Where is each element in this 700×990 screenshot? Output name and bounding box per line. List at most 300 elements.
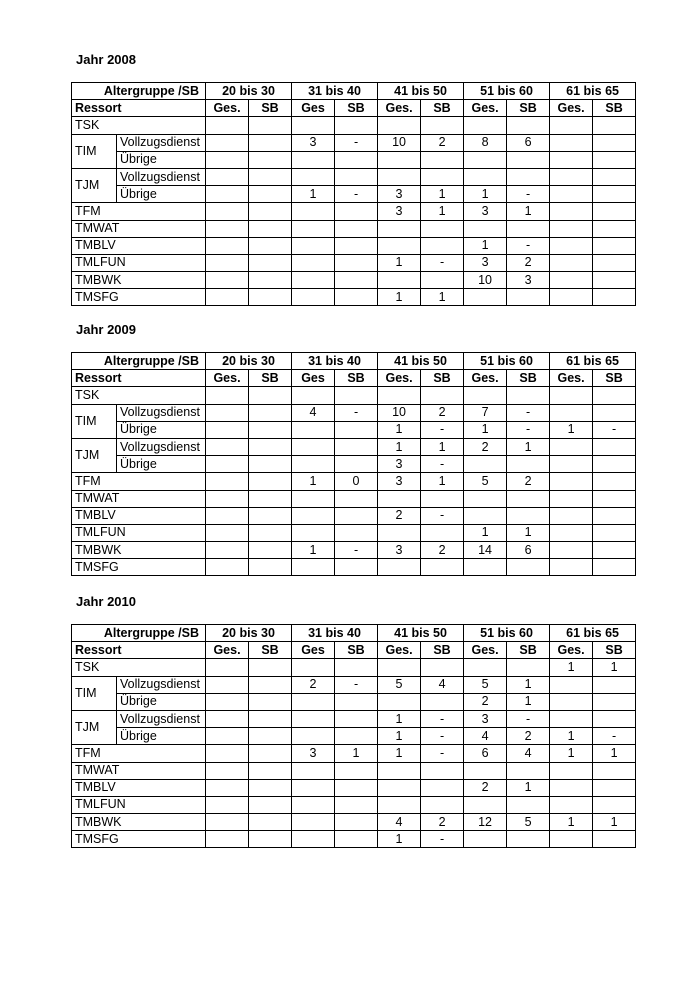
value-cell <box>206 693 249 710</box>
value-cell <box>249 659 292 676</box>
value-cell <box>249 421 292 438</box>
sub-header: Ges. <box>378 370 421 387</box>
sub-header: SB <box>335 642 378 659</box>
value-cell <box>550 762 593 779</box>
value-cell <box>206 421 249 438</box>
value-cell <box>206 779 249 796</box>
value-cell <box>421 659 464 676</box>
value-cell <box>464 796 507 813</box>
ressort-cell: TJM <box>72 438 117 472</box>
value-cell <box>378 524 421 541</box>
ressort-cell: TIM <box>72 134 117 168</box>
value-cell: 1 <box>507 676 550 693</box>
value-cell <box>249 387 292 404</box>
value-cell <box>206 151 249 168</box>
value-cell <box>292 421 335 438</box>
value-cell <box>593 456 636 473</box>
value-cell: 6 <box>507 134 550 151</box>
value-cell <box>249 831 292 848</box>
value-cell <box>464 507 507 524</box>
value-cell: 2 <box>421 542 464 559</box>
value-cell: - <box>335 676 378 693</box>
sub-header: SB <box>335 100 378 117</box>
table-row <box>72 456 636 473</box>
value-cell <box>335 659 378 676</box>
sub-header: Ges. <box>206 370 249 387</box>
value-cell <box>593 676 636 693</box>
value-cell <box>421 237 464 254</box>
value-cell <box>421 490 464 507</box>
table-row <box>72 762 636 779</box>
sub-ressort-cell: Vollzugsdienst <box>117 168 206 185</box>
table-2010 <box>71 624 636 848</box>
value-cell: - <box>421 831 464 848</box>
age-group-header: 20 bis 30 <box>206 625 292 642</box>
value-cell <box>593 524 636 541</box>
ressort-cell: TMWAT <box>72 490 206 507</box>
value-cell <box>550 387 593 404</box>
value-cell <box>464 289 507 306</box>
value-cell <box>507 796 550 813</box>
value-cell <box>335 220 378 237</box>
value-cell <box>249 762 292 779</box>
table-row <box>72 186 636 203</box>
sub-header: SB <box>507 370 550 387</box>
value-cell <box>593 779 636 796</box>
value-cell: 1 <box>378 254 421 271</box>
value-cell: - <box>421 507 464 524</box>
table-row <box>72 203 636 220</box>
ressort-cell: TIM <box>72 404 117 438</box>
value-cell <box>249 559 292 576</box>
table-row <box>72 710 636 727</box>
sub-ressort-cell: Übrige <box>117 151 206 168</box>
value-cell: 3 <box>464 710 507 727</box>
value-cell <box>249 272 292 289</box>
value-cell: - <box>335 186 378 203</box>
value-cell <box>249 490 292 507</box>
sub-header: Ges. <box>464 642 507 659</box>
sub-header: Ges. <box>378 100 421 117</box>
age-group-header: 61 bis 65 <box>550 83 636 100</box>
value-cell <box>550 168 593 185</box>
value-cell <box>292 168 335 185</box>
table-row <box>72 524 636 541</box>
value-cell <box>206 559 249 576</box>
value-cell <box>593 559 636 576</box>
value-cell: 1 <box>378 710 421 727</box>
value-cell <box>378 272 421 289</box>
table-2009 <box>71 352 636 576</box>
sub-header: Ges. <box>378 642 421 659</box>
value-cell: 3 <box>507 272 550 289</box>
value-cell <box>249 134 292 151</box>
sub-header: SB <box>249 642 292 659</box>
table-row <box>72 542 636 559</box>
value-cell <box>550 289 593 306</box>
value-cell: 4 <box>464 728 507 745</box>
value-cell <box>292 220 335 237</box>
ressort-cell: TMSFG <box>72 559 206 576</box>
value-cell: 2 <box>464 779 507 796</box>
ressort-cell: TSK <box>72 387 206 404</box>
value-cell <box>550 404 593 421</box>
value-cell <box>464 151 507 168</box>
age-group-header: 41 bis 50 <box>378 353 464 370</box>
ressort-cell: TMSFG <box>72 289 206 306</box>
value-cell <box>335 728 378 745</box>
value-cell <box>464 117 507 134</box>
value-cell <box>507 490 550 507</box>
value-cell: 1 <box>550 728 593 745</box>
value-cell: 1 <box>507 693 550 710</box>
ressort-cell: TJM <box>72 710 117 744</box>
value-cell: 2 <box>378 507 421 524</box>
age-group-header: 31 bis 40 <box>292 83 378 100</box>
value-cell <box>378 387 421 404</box>
value-cell <box>550 473 593 490</box>
value-cell <box>292 728 335 745</box>
value-cell <box>249 524 292 541</box>
value-cell <box>206 272 249 289</box>
sub-header: SB <box>593 100 636 117</box>
value-cell: 4 <box>421 676 464 693</box>
value-cell <box>206 796 249 813</box>
ressort-cell: TMBLV <box>72 507 206 524</box>
value-cell <box>292 456 335 473</box>
table-row <box>72 693 636 710</box>
value-cell <box>593 254 636 271</box>
value-cell <box>550 542 593 559</box>
value-cell <box>335 272 378 289</box>
value-cell <box>206 438 249 455</box>
ressort-cell: TMLFUN <box>72 796 206 813</box>
value-cell <box>249 779 292 796</box>
sub-header: Ges. <box>464 370 507 387</box>
value-cell <box>507 168 550 185</box>
value-cell: 4 <box>292 404 335 421</box>
value-cell <box>550 779 593 796</box>
value-cell <box>292 779 335 796</box>
sub-header: Ges <box>292 100 335 117</box>
value-cell <box>206 473 249 490</box>
value-cell <box>550 438 593 455</box>
value-cell: 3 <box>464 203 507 220</box>
value-cell: - <box>421 745 464 762</box>
value-cell <box>421 796 464 813</box>
value-cell <box>206 456 249 473</box>
value-cell: 1 <box>421 186 464 203</box>
table-row <box>72 507 636 524</box>
value-cell <box>249 404 292 421</box>
value-cell <box>550 507 593 524</box>
value-cell <box>464 490 507 507</box>
value-cell <box>206 814 249 831</box>
value-cell <box>593 134 636 151</box>
age-group-header: 31 bis 40 <box>292 353 378 370</box>
value-cell <box>421 779 464 796</box>
value-cell: 2 <box>507 728 550 745</box>
value-cell <box>593 831 636 848</box>
ressort-cell: TMWAT <box>72 220 206 237</box>
value-cell <box>292 710 335 727</box>
value-cell <box>464 762 507 779</box>
value-cell <box>292 203 335 220</box>
value-cell: 3 <box>378 456 421 473</box>
year-heading-2010: Jahr 2010 <box>76 594 136 609</box>
value-cell <box>335 814 378 831</box>
sub-header: Ges <box>292 370 335 387</box>
header-ressort-label: Ressort <box>72 100 206 117</box>
table-row <box>72 438 636 455</box>
value-cell <box>249 289 292 306</box>
value-cell <box>550 524 593 541</box>
value-cell: 1 <box>378 831 421 848</box>
sub-ressort-cell: Übrige <box>117 456 206 473</box>
value-cell <box>464 387 507 404</box>
value-cell <box>292 659 335 676</box>
value-cell <box>593 404 636 421</box>
value-cell <box>550 203 593 220</box>
sub-ressort-cell: Vollzugsdienst <box>117 438 206 455</box>
value-cell <box>378 117 421 134</box>
sub-header: Ges <box>292 642 335 659</box>
value-cell <box>335 237 378 254</box>
value-cell <box>593 693 636 710</box>
value-cell: 1 <box>550 745 593 762</box>
value-cell: 1 <box>464 524 507 541</box>
value-cell <box>292 559 335 576</box>
value-cell <box>335 168 378 185</box>
table-row <box>72 473 636 490</box>
table-row <box>72 559 636 576</box>
value-cell <box>335 831 378 848</box>
value-cell <box>249 220 292 237</box>
value-cell <box>206 387 249 404</box>
value-cell <box>206 186 249 203</box>
value-cell <box>550 237 593 254</box>
value-cell <box>249 814 292 831</box>
value-cell: 1 <box>292 473 335 490</box>
ressort-cell: TMBWK <box>72 542 206 559</box>
ressort-cell: TIM <box>72 676 117 710</box>
age-group-header: 61 bis 65 <box>550 625 636 642</box>
value-cell: 1 <box>507 438 550 455</box>
value-cell <box>550 272 593 289</box>
value-cell <box>507 456 550 473</box>
value-cell: 1 <box>464 421 507 438</box>
value-cell: 1 <box>292 542 335 559</box>
header-age-label: Altergruppe /SB <box>72 353 206 370</box>
ressort-cell: TMLFUN <box>72 254 206 271</box>
value-cell <box>335 693 378 710</box>
value-cell <box>249 693 292 710</box>
value-cell <box>593 542 636 559</box>
value-cell <box>507 117 550 134</box>
value-cell: 3 <box>292 745 335 762</box>
value-cell: 1 <box>507 203 550 220</box>
sub-header: Ges. <box>550 370 593 387</box>
value-cell <box>593 507 636 524</box>
ressort-cell: TMBWK <box>72 272 206 289</box>
value-cell <box>249 203 292 220</box>
table-row <box>72 272 636 289</box>
sub-ressort-cell: Übrige <box>117 421 206 438</box>
value-cell <box>378 693 421 710</box>
value-cell <box>335 151 378 168</box>
age-group-header: 41 bis 50 <box>378 83 464 100</box>
value-cell <box>550 254 593 271</box>
value-cell <box>507 559 550 576</box>
value-cell: - <box>421 728 464 745</box>
value-cell <box>550 831 593 848</box>
value-cell: 1 <box>378 421 421 438</box>
value-cell: - <box>593 421 636 438</box>
value-cell <box>593 710 636 727</box>
value-cell: - <box>421 254 464 271</box>
value-cell <box>249 117 292 134</box>
value-cell <box>550 456 593 473</box>
value-cell <box>335 456 378 473</box>
table-row <box>72 728 636 745</box>
value-cell <box>378 490 421 507</box>
value-cell: 2 <box>507 473 550 490</box>
age-group-header: 51 bis 60 <box>464 83 550 100</box>
value-cell: 2 <box>292 676 335 693</box>
value-cell <box>335 796 378 813</box>
value-cell <box>464 456 507 473</box>
table-row <box>72 779 636 796</box>
value-cell <box>378 796 421 813</box>
ressort-cell: TFM <box>72 203 206 220</box>
sub-header: SB <box>593 642 636 659</box>
value-cell <box>550 134 593 151</box>
age-group-header: 51 bis 60 <box>464 625 550 642</box>
value-cell <box>292 693 335 710</box>
value-cell <box>292 254 335 271</box>
value-cell: 5 <box>507 814 550 831</box>
value-cell <box>378 168 421 185</box>
table-row <box>72 796 636 813</box>
value-cell <box>206 203 249 220</box>
value-cell <box>249 710 292 727</box>
age-group-header: 20 bis 30 <box>206 83 292 100</box>
value-cell: 4 <box>378 814 421 831</box>
header-ressort-label: Ressort <box>72 370 206 387</box>
value-cell <box>378 559 421 576</box>
value-cell <box>421 168 464 185</box>
table-row <box>72 421 636 438</box>
value-cell <box>421 151 464 168</box>
value-cell <box>206 134 249 151</box>
value-cell: 6 <box>507 542 550 559</box>
ressort-cell: TFM <box>72 745 206 762</box>
value-cell <box>292 524 335 541</box>
value-cell: 3 <box>464 254 507 271</box>
value-cell <box>249 254 292 271</box>
value-cell <box>335 117 378 134</box>
value-cell <box>464 831 507 848</box>
sub-ressort-cell: Übrige <box>117 693 206 710</box>
age-group-header: 20 bis 30 <box>206 353 292 370</box>
table-row <box>72 659 636 676</box>
value-cell <box>335 490 378 507</box>
value-cell <box>335 289 378 306</box>
value-cell <box>206 507 249 524</box>
value-cell <box>550 693 593 710</box>
value-cell <box>206 254 249 271</box>
value-cell: 1 <box>378 438 421 455</box>
value-cell: - <box>507 237 550 254</box>
value-cell <box>507 831 550 848</box>
sub-header: Ges. <box>464 100 507 117</box>
value-cell <box>292 796 335 813</box>
value-cell: 4 <box>507 745 550 762</box>
value-cell: 12 <box>464 814 507 831</box>
header-row-age <box>72 353 636 370</box>
value-cell: 3 <box>292 134 335 151</box>
header-row-sub <box>72 370 636 387</box>
sub-ressort-cell: Vollzugsdienst <box>117 676 206 693</box>
age-group-header: 41 bis 50 <box>378 625 464 642</box>
value-cell: 14 <box>464 542 507 559</box>
sub-header: SB <box>421 100 464 117</box>
value-cell: 1 <box>593 745 636 762</box>
table-row <box>72 134 636 151</box>
age-group-header: 31 bis 40 <box>292 625 378 642</box>
value-cell <box>421 524 464 541</box>
value-cell: - <box>507 710 550 727</box>
value-cell <box>507 659 550 676</box>
sub-ressort-cell: Vollzugsdienst <box>117 710 206 727</box>
value-cell <box>335 524 378 541</box>
value-cell <box>249 676 292 693</box>
header-row-age <box>72 625 636 642</box>
value-cell <box>249 186 292 203</box>
header-age-label: Altergruppe /SB <box>72 625 206 642</box>
sub-ressort-cell: Vollzugsdienst <box>117 404 206 421</box>
sub-header: Ges. <box>550 100 593 117</box>
value-cell: 1 <box>421 438 464 455</box>
value-cell <box>292 151 335 168</box>
value-cell <box>593 186 636 203</box>
table-row <box>72 220 636 237</box>
table-row <box>72 404 636 421</box>
age-group-header: 61 bis 65 <box>550 353 636 370</box>
value-cell <box>507 762 550 779</box>
value-cell <box>249 168 292 185</box>
value-cell <box>292 272 335 289</box>
sub-header: Ges. <box>206 100 249 117</box>
value-cell: 6 <box>464 745 507 762</box>
value-cell: - <box>335 542 378 559</box>
value-cell <box>550 490 593 507</box>
value-cell: 1 <box>335 745 378 762</box>
value-cell <box>593 473 636 490</box>
header-age-label: Altergruppe /SB <box>72 83 206 100</box>
value-cell <box>378 151 421 168</box>
value-cell <box>593 117 636 134</box>
value-cell: 3 <box>378 203 421 220</box>
table-row <box>72 168 636 185</box>
value-cell <box>206 490 249 507</box>
table-row <box>72 254 636 271</box>
value-cell <box>206 404 249 421</box>
value-cell: 8 <box>464 134 507 151</box>
value-cell <box>507 220 550 237</box>
sub-ressort-cell: Übrige <box>117 186 206 203</box>
value-cell <box>292 814 335 831</box>
